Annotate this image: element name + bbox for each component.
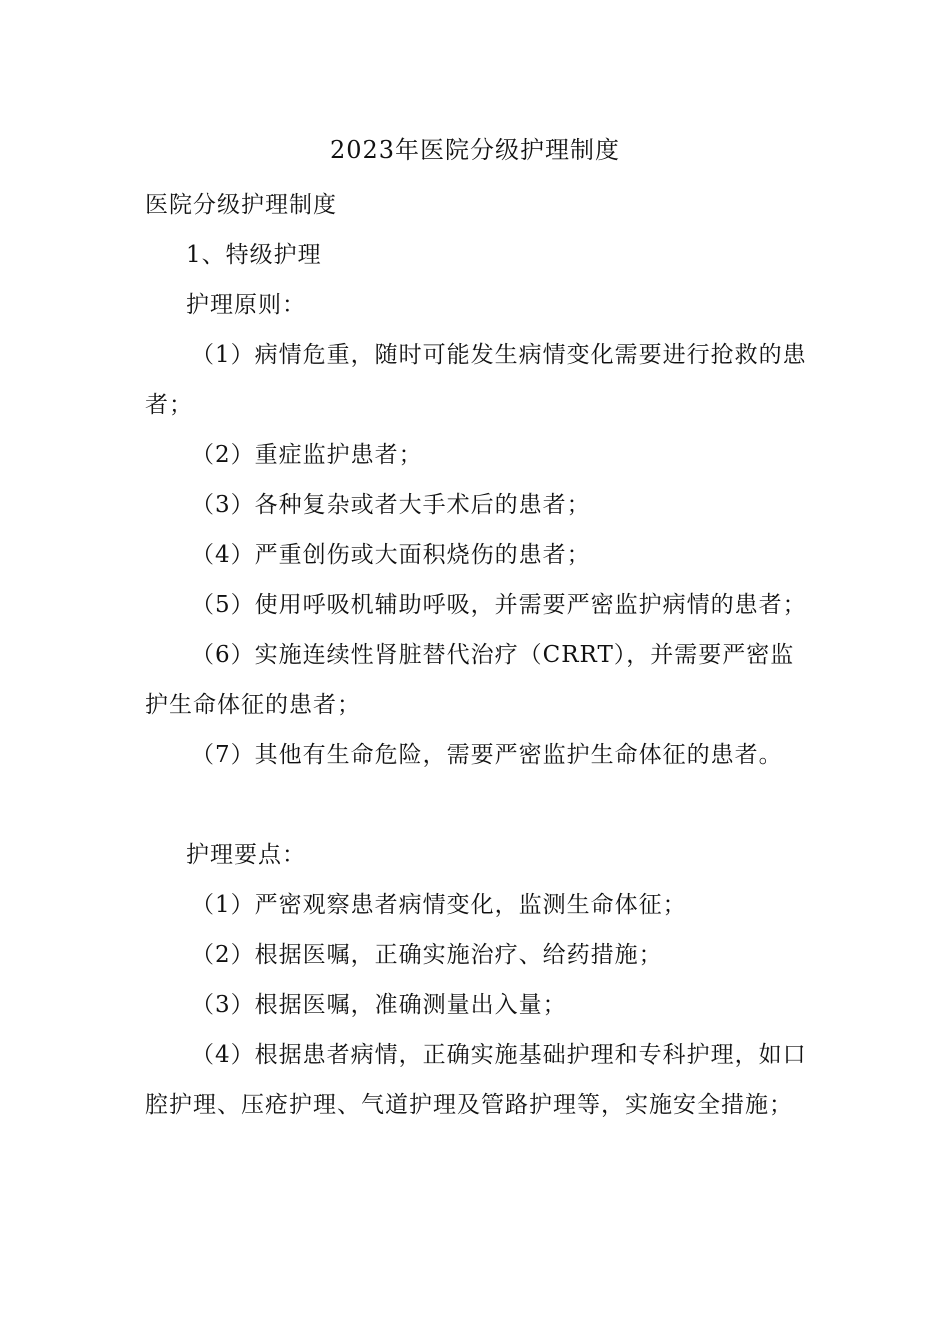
principle-item: （1）病情危重，随时可能发生病情变化需要进行抢救的患者； [145, 342, 807, 418]
principle-item: （4）严重创伤或大面积烧伤的患者； [191, 542, 591, 568]
document-title: 2023年医院分级护理制度 [329, 136, 621, 164]
key-point-item: （3）根据医嘱，准确测量出入量； [191, 992, 567, 1018]
key-points-label: 护理要点： [186, 842, 306, 868]
section-heading: 1、特级护理 [186, 242, 322, 268]
paragraph-gap [145, 780, 810, 830]
document-heading: 医院分级护理制度 [145, 192, 337, 218]
principle-item: （7）其他有生命危险，需要严密监护生命体征的患者。 [191, 742, 783, 768]
principle-item: （2）重症监护患者； [191, 442, 423, 468]
principle-item: （6）实施连续性肾脏替代治疗（CRRT），并需要严密监护生命体征的患者； [145, 642, 795, 718]
key-point-item: （1）严密观察患者病情变化，监测生命体征； [191, 892, 687, 918]
key-point-item: （4）根据患者病情，正确实施基础护理和专科护理，如口腔护理、压疮护理、气道护理及管路护理等，实施安全措施； [145, 1042, 807, 1118]
key-point-item: （2）根据医嘱，正确实施治疗、给药措施； [191, 942, 663, 968]
principles-label: 护理原则： [186, 292, 306, 318]
principle-item: （5）使用呼吸机辅助呼吸，并需要严密监护病情的患者； [191, 592, 807, 618]
document-body [145, 180, 810, 1130]
principle-item: （3）各种复杂或者大手术后的患者； [191, 492, 591, 518]
